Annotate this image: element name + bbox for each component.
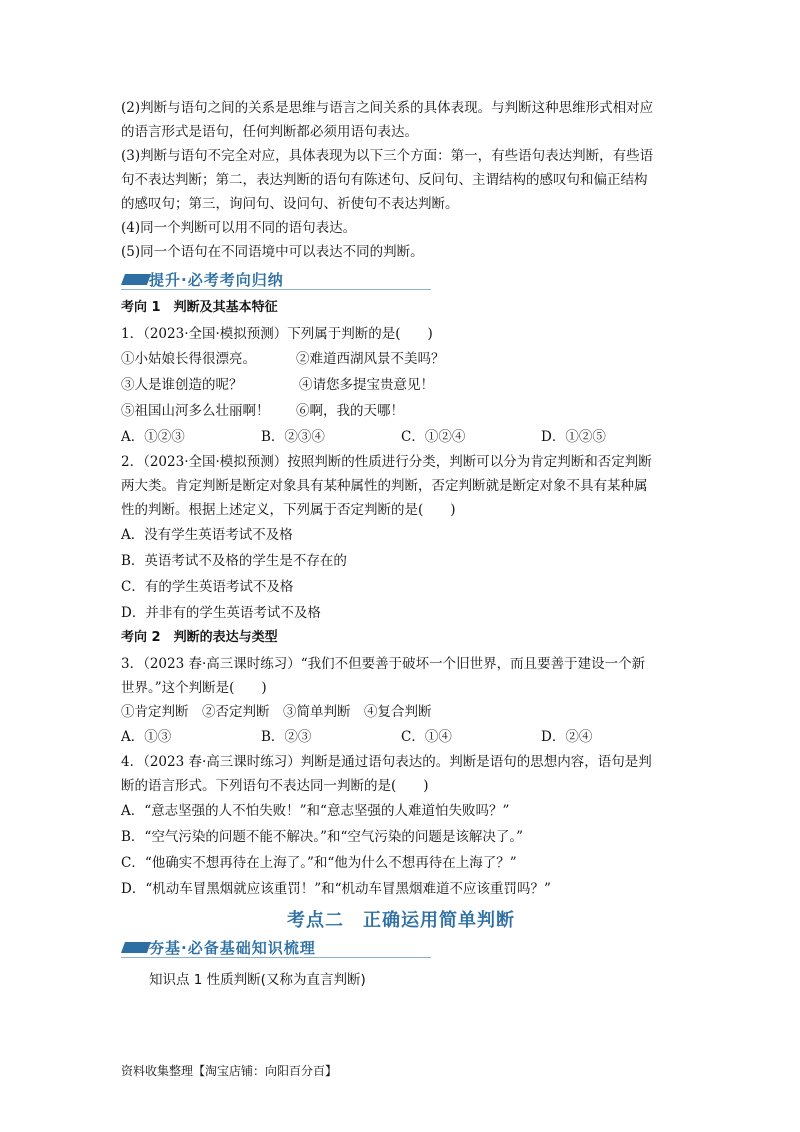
- section-rule: [121, 957, 431, 958]
- option-d: D．②④: [541, 729, 593, 745]
- question-3-stem: 世界。”这个判断是( ): [121, 680, 267, 696]
- option-b: B．英语考试不及格的学生是不存在的: [121, 553, 347, 569]
- option-a: A．没有学生英语考试不及格: [121, 527, 293, 543]
- question-2-stem: 两大类。肯定判断是断定对象具有某种属性的判断，否定判断就是断定对象不具有某种属: [121, 478, 648, 494]
- option-b: B．②③④: [261, 429, 325, 445]
- option-a: A．“意志坚强的人不怕失败！”和“意志坚强的人难道怕失败吗？”: [121, 803, 510, 819]
- paragraph-3-line: (3)判断与语句不完全对应，具体表现为以下三个方面：第一，有些语句表达判断，有些语: [121, 148, 654, 164]
- option-c: C．①②④: [401, 429, 466, 445]
- option-d: D．“机动车冒黑烟就应该重罚！”和“机动车冒黑烟难道不应该重罚吗？”: [121, 881, 551, 897]
- paragraph-5: (5)同一个语句在不同语境中可以表达不同的判断。: [121, 244, 424, 260]
- question-1-items-row: [121, 398, 681, 424]
- option-b: B．“空气污染的问题不能不解决。”和“空气污染的问题是该解决了。”: [121, 829, 524, 845]
- option-a: A．①②③: [121, 429, 185, 445]
- paragraph-2-line: 的语言形式是语句，任何判断都必须用语句表达。: [121, 124, 418, 140]
- question-item: ③人是谁创造的呢？: [121, 377, 243, 393]
- question-4-stem: 4．（2023 春·高三课时练习）判断是通过语句表达的。判断是语句的思想内容，语句是判: [121, 754, 652, 770]
- kaoxiang-1-title: 考向 1 判断及其基本特征: [121, 300, 278, 315]
- section-rule: [121, 289, 431, 290]
- paragraph-2-line: (2)判断与语句之间的关系是思维与语言之间关系的具体表现。与判断这种思维形式相对应: [121, 100, 654, 116]
- option-c: C．①④: [401, 729, 452, 745]
- section-header-tisheng: [121, 270, 431, 290]
- question-4-stem: 断的语言形式。下列语句不表达同一判断的是( ): [121, 778, 429, 794]
- option-c: C．有的学生英语考试不及格: [121, 579, 294, 595]
- footer-text: 资料收集整理【淘宝店铺：向阳百分百】: [121, 1064, 338, 1078]
- question-item: ⑤祖国山河多么壮丽啊！: [121, 403, 270, 419]
- question-3-items: ①肯定判断 ②否定判断 ③简单判断 ④复合判断: [121, 704, 432, 720]
- section-bar-icon: [121, 274, 151, 285]
- paragraph-3-line: 的感叹句；第三，询问句、设问句、祈使句不表达判断。: [121, 196, 459, 212]
- option-d: D．并非有的学生英语考试不及格: [121, 605, 321, 621]
- section-title: 提升·必考考向归纳: [149, 271, 284, 289]
- kaodian-2-heading: 考点二 正确运用简单判断: [287, 910, 515, 931]
- question-item: ①小姑娘长得很漂亮。: [121, 351, 256, 367]
- section-header-hangji: [121, 938, 431, 958]
- question-2-stem: 性的判断。根据上述定义，下列属于否定判断的是( ): [121, 502, 456, 518]
- section-title: 夯基·必备基础知识梳理: [149, 939, 316, 957]
- question-item: ④请您多提宝贵意见！: [299, 377, 434, 393]
- option-c: C．“他确实不想再待在上海了。”和“他为什么不想再待在上海了？”: [121, 855, 517, 871]
- option-b: B．②③: [261, 729, 312, 745]
- option-a: A．①③: [121, 729, 172, 745]
- question-item: ⑥啊，我的天哪！: [296, 403, 404, 419]
- paragraph-4: (4)同一个判断可以用不同的语句表达。: [121, 220, 357, 236]
- question-3-options: [121, 724, 681, 750]
- question-1-items-row: [121, 372, 681, 398]
- question-1-options: [121, 424, 681, 450]
- question-1-stem: 1．（2023·全国·模拟预测）下列属于判断的是( ): [121, 326, 433, 342]
- question-2-stem: 2．（2023·全国·模拟预测）按照判断的性质进行分类，判断可以分为肯定判断和否定判断: [121, 454, 652, 470]
- question-1-items-row: [121, 346, 681, 372]
- paragraph-3-line: 句不表达判断；第二，表达判断的语句有陈述句、反问句、主谓结构的感叹句和偏正结构: [121, 172, 648, 188]
- kaoxiang-2-title: 考向 2 判断的表达与类型: [121, 630, 278, 645]
- question-3-stem: 3．（2023 春·高三课时练习）“我们不但要善于破坏一个旧世界，而且要善于建设一个新: [121, 656, 646, 672]
- knowledge-point-1-title: 知识点 1 性质判断(又称为直言判断): [149, 972, 366, 988]
- content-area: [121, 96, 681, 992]
- section-bar-icon: [121, 942, 151, 953]
- question-item: ②难道西湖风景不美吗？: [296, 351, 445, 367]
- option-d: D．①②⑤: [541, 429, 606, 445]
